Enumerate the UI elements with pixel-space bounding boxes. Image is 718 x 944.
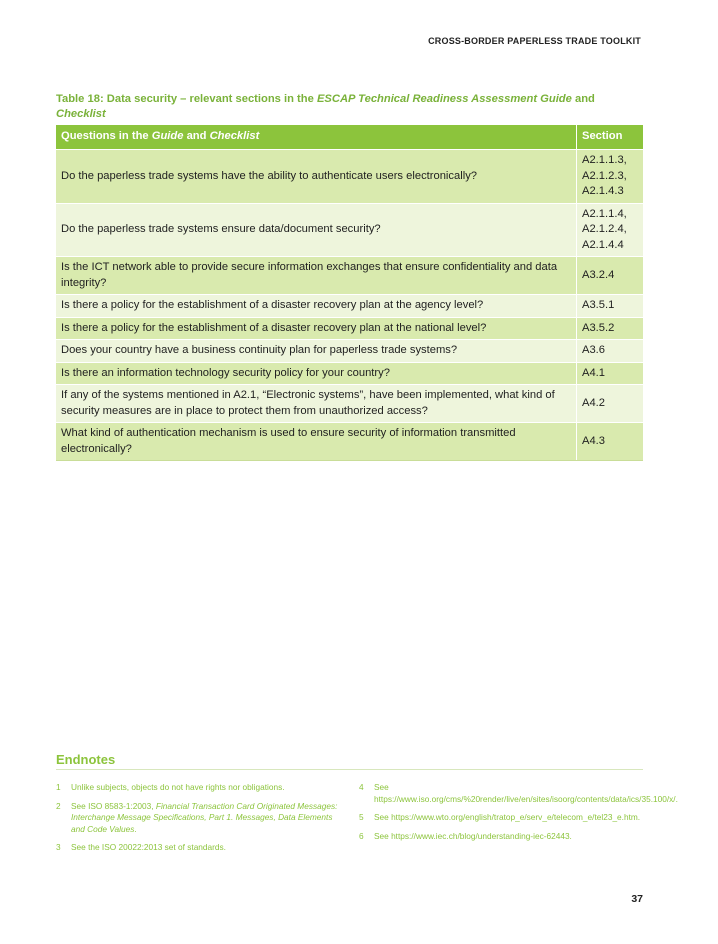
section-ref: A2.1.4.4 bbox=[582, 238, 624, 251]
section-ref: A2.1.2.3, bbox=[582, 169, 627, 182]
section-cell bbox=[577, 385, 644, 423]
endnote-2 bbox=[56, 801, 341, 836]
col-header-guide: Guide bbox=[151, 130, 184, 143]
endnote-6 bbox=[359, 831, 644, 843]
endnote-5 bbox=[359, 812, 644, 824]
col-header-section: Section bbox=[577, 125, 644, 150]
caption-and: and bbox=[571, 93, 595, 105]
table-row bbox=[56, 385, 643, 423]
col-header-and: and bbox=[183, 130, 210, 143]
endnote-4 bbox=[359, 782, 678, 805]
caption-checklist: Checklist bbox=[56, 108, 106, 120]
table-row bbox=[56, 257, 643, 295]
endnotes-right-column bbox=[359, 782, 678, 849]
endnotes-title: Endnotes bbox=[56, 752, 116, 767]
endnote-text: See https://www.iec.ch/blog/understanding-iec-62443. bbox=[374, 830, 572, 841]
table-header-row bbox=[56, 125, 643, 150]
table-row bbox=[56, 150, 643, 204]
question-cell: Is there a policy for the establishment of a disaster recovery plan at the agency level? bbox=[56, 295, 577, 318]
endnote-text-prefix: See ISO 8583-1:2003, bbox=[71, 800, 156, 811]
table-body bbox=[56, 150, 643, 461]
endnote-number: 2 bbox=[56, 800, 61, 811]
section-ref: A4.2 bbox=[582, 396, 606, 409]
section-ref: A2.1.1.3, bbox=[582, 154, 627, 166]
table-row bbox=[56, 203, 643, 257]
section-ref: A4.1 bbox=[582, 366, 606, 379]
section-ref: A3.6 bbox=[582, 344, 606, 356]
endnote-number: 4 bbox=[359, 782, 364, 792]
data-security-table bbox=[56, 125, 643, 461]
running-header: CROSS-BORDER PAPERLESS TRADE TOOLKIT bbox=[428, 36, 641, 46]
section-cell bbox=[577, 295, 644, 318]
section-cell bbox=[577, 150, 644, 204]
table-row bbox=[56, 295, 643, 318]
endnote-text: Unlike subjects, objects do not have rights nor obligations. bbox=[71, 782, 285, 792]
col-header-questions bbox=[56, 125, 577, 150]
section-ref: A3.5.2 bbox=[582, 321, 615, 334]
endnote-number: 1 bbox=[56, 782, 61, 792]
endnote-number: 6 bbox=[359, 830, 364, 841]
section-cell bbox=[577, 423, 644, 461]
endnote-text-suffix: . bbox=[134, 823, 137, 834]
question-cell: Is there an information technology security policy for your country? bbox=[56, 362, 577, 385]
caption-guide-title: ESCAP Technical Readiness Assessment Guide bbox=[316, 93, 572, 105]
endnote-3 bbox=[56, 842, 341, 854]
endnotes-divider bbox=[56, 769, 643, 770]
section-cell bbox=[577, 317, 644, 340]
section-cell bbox=[577, 362, 644, 385]
question-cell: Do the paperless trade systems ensure data/document security? bbox=[56, 203, 577, 257]
table-caption bbox=[56, 92, 646, 122]
section-ref: A3.5.1 bbox=[582, 299, 615, 311]
table-row bbox=[56, 362, 643, 385]
section-ref: A3.2.4 bbox=[582, 268, 615, 281]
col-header-checklist: Checklist bbox=[209, 130, 260, 143]
endnote-text: See https://www.iso.org/cms/%20render/live/en/sites/isoorg/contents/data/ics/35.100/x/. bbox=[374, 782, 678, 804]
question-cell: Is the ICT network able to provide secure information exchanges that ensure confidentiality and data integrity? bbox=[56, 257, 577, 295]
question-cell: Does your country have a business continuity plan for paperless trade systems? bbox=[56, 340, 577, 363]
section-cell bbox=[577, 257, 644, 295]
col-header-prefix: Questions in the bbox=[61, 130, 152, 143]
endnote-text-title: Financial Transaction Card Originated Messages: Interchange Message Specifications, Part 1. Messages, Data Elements and Code Values bbox=[71, 800, 338, 834]
section-ref: A2.1.2.4, bbox=[582, 223, 627, 235]
endnote-number: 5 bbox=[359, 812, 364, 822]
endnotes-left-column bbox=[56, 782, 341, 861]
section-cell bbox=[577, 203, 644, 257]
page-number: 37 bbox=[631, 893, 643, 905]
section-ref: A4.3 bbox=[582, 434, 606, 447]
endnote-text: See https://www.wto.org/english/tratop_e/serv_e/telecom_e/tel23_e.htm. bbox=[374, 812, 641, 822]
question-cell: Do the paperless trade systems have the ability to authenticate users electronically? bbox=[56, 150, 577, 204]
endnote-1 bbox=[56, 782, 341, 794]
endnote-number: 3 bbox=[56, 842, 61, 852]
endnote-text bbox=[71, 801, 341, 836]
question-cell: Is there a policy for the establishment of a disaster recovery plan at the national level? bbox=[56, 317, 577, 340]
section-ref: A2.1.1.4, bbox=[582, 207, 627, 220]
table-row bbox=[56, 340, 643, 363]
caption-prefix: Table 18: Data security – relevant sections in the bbox=[56, 93, 317, 105]
endnote-text: See the ISO 20022:2013 set of standards. bbox=[71, 842, 226, 852]
question-cell: What kind of authentication mechanism is used to ensure security of information transmitted electronically? bbox=[56, 423, 577, 461]
table-row bbox=[56, 317, 643, 340]
question-cell: If any of the systems mentioned in A2.1, “Electronic systems”, have been implemented, what kind of security measures are in place to protect them from unauthorized access? bbox=[56, 385, 577, 423]
section-cell bbox=[577, 340, 644, 363]
table-row bbox=[56, 423, 643, 461]
section-ref: A2.1.4.3 bbox=[582, 185, 624, 197]
